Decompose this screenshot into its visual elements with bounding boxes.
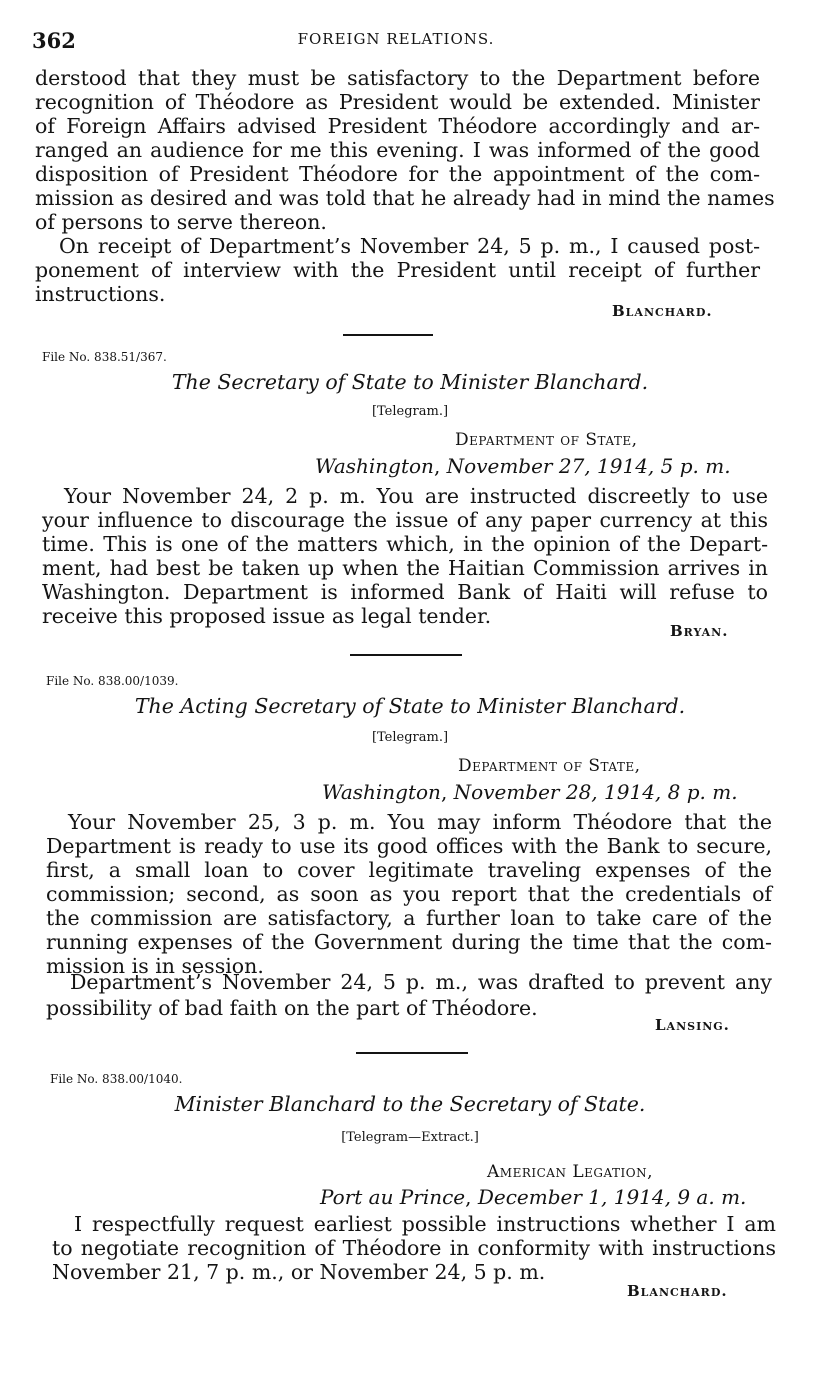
body-line: Washington. Department is informed Bank of Haiti will refuse to <box>42 580 768 604</box>
body-line: I respectfully request earliest possible instructions whether I am <box>74 1212 776 1236</box>
telegram-label: [Telegram.] <box>371 730 449 745</box>
body-line: possibility of bad faith on the part of Théodore. <box>46 996 538 1020</box>
body-line: first, a small loan to cover legitimate traveling expenses of the <box>46 858 772 882</box>
date-place: Port au Prince <box>320 1185 466 1209</box>
body-line: Department’s November 24, 5 p. m., was drafted to prevent any <box>70 970 772 994</box>
body-line: Department is ready to use its good offices with the Bank to secure, <box>46 834 772 858</box>
sender-office: Department of State, <box>458 756 641 776</box>
signature: Bryan. <box>670 622 729 640</box>
running-head: FOREIGN RELATIONS. <box>297 30 495 48</box>
document-title: Minister Blanchard to the Secretary of State. <box>174 1092 646 1116</box>
body-line: ment, had best be taken up when the Haitian Commission arrives in <box>42 556 768 580</box>
section-rule <box>350 654 462 656</box>
dateline: Port au Prince, December 1, 1914, 9 a. m. <box>320 1185 747 1209</box>
signature: Blanchard. <box>627 1282 728 1300</box>
body-line: the commission are satisfactory, a further loan to take care of the <box>46 906 772 930</box>
date-text: November 27, 1914, 5 p. m. <box>446 454 731 478</box>
document-title: The Secretary of State to Minister Blanchard. <box>171 370 649 394</box>
body-line: mission as desired and was told that he already had in mind the names <box>35 186 775 210</box>
body-line: November 21, 7 p. m., or November 24, 5 p. m. <box>52 1260 546 1284</box>
body-line: derstood that they must be satisfactory to the Department before <box>35 66 760 90</box>
body-line: Your November 25, 3 p. m. You may inform Théodore that the <box>68 810 772 834</box>
date-place: Washington <box>322 780 441 804</box>
dateline: Washington, November 27, 1914, 5 p. m. <box>315 454 731 478</box>
file-number: File No. 838.00/1039. <box>46 674 179 688</box>
date-text: December 1, 1914, 9 a. m. <box>477 1185 747 1209</box>
dateline: Washington, November 28, 1914, 8 p. m. <box>322 780 738 804</box>
body-line: of persons to serve thereon. <box>35 210 327 234</box>
signature: Blanchard. <box>612 302 713 320</box>
section-rule <box>343 334 433 336</box>
body-line: ponement of interview with the President until receipt of further <box>35 258 760 282</box>
body-line: recognition of Théodore as President would be extended. Minister <box>35 90 760 114</box>
file-number: File No. 838.00/1040. <box>50 1072 183 1086</box>
body-line: disposition of President Théodore for the appointment of the com- <box>35 162 760 186</box>
telegram-label: [Telegram—Extract.] <box>341 1130 479 1145</box>
page-header <box>32 28 760 58</box>
body-line: instructions. <box>35 282 166 306</box>
file-number: File No. 838.51/367. <box>42 350 167 364</box>
section-rule <box>356 1052 468 1054</box>
telegram-label: [Telegram.] <box>371 404 449 419</box>
date-place: Washington <box>315 454 434 478</box>
body-line: running expenses of the Government during the time that the com- <box>46 930 772 954</box>
body-line: receive this proposed issue as legal tender. <box>42 604 492 628</box>
sender-office: American Legation, <box>487 1162 653 1182</box>
date-text: November 28, 1914, 8 p. m. <box>453 780 738 804</box>
body-line: of Foreign Affairs advised President Théodore accordingly and ar- <box>35 114 760 138</box>
document-title: The Acting Secretary of State to Minister Blanchard. <box>134 694 686 718</box>
body-line: your influence to discourage the issue of any paper currency at this <box>42 508 768 532</box>
body-line: On receipt of Department’s November 24, 5 p. m., I caused post- <box>59 234 760 258</box>
body-line: to negotiate recognition of Théodore in conformity with instructions <box>52 1236 776 1260</box>
body-line: mission is in session. <box>46 954 264 978</box>
sender-office: Department of State, <box>455 430 638 450</box>
body-line: time. This is one of the matters which, in the opinion of the Depart- <box>42 532 768 556</box>
page-number: 362 <box>32 28 76 53</box>
body-line: commission; second, as soon as you report that the credentials of <box>46 882 772 906</box>
body-line: Your November 24, 2 p. m. You are instructed discreetly to use <box>64 484 768 508</box>
signature: Lansing. <box>655 1016 730 1034</box>
body-line: ranged an audience for me this evening. I was informed of the good <box>35 138 760 162</box>
